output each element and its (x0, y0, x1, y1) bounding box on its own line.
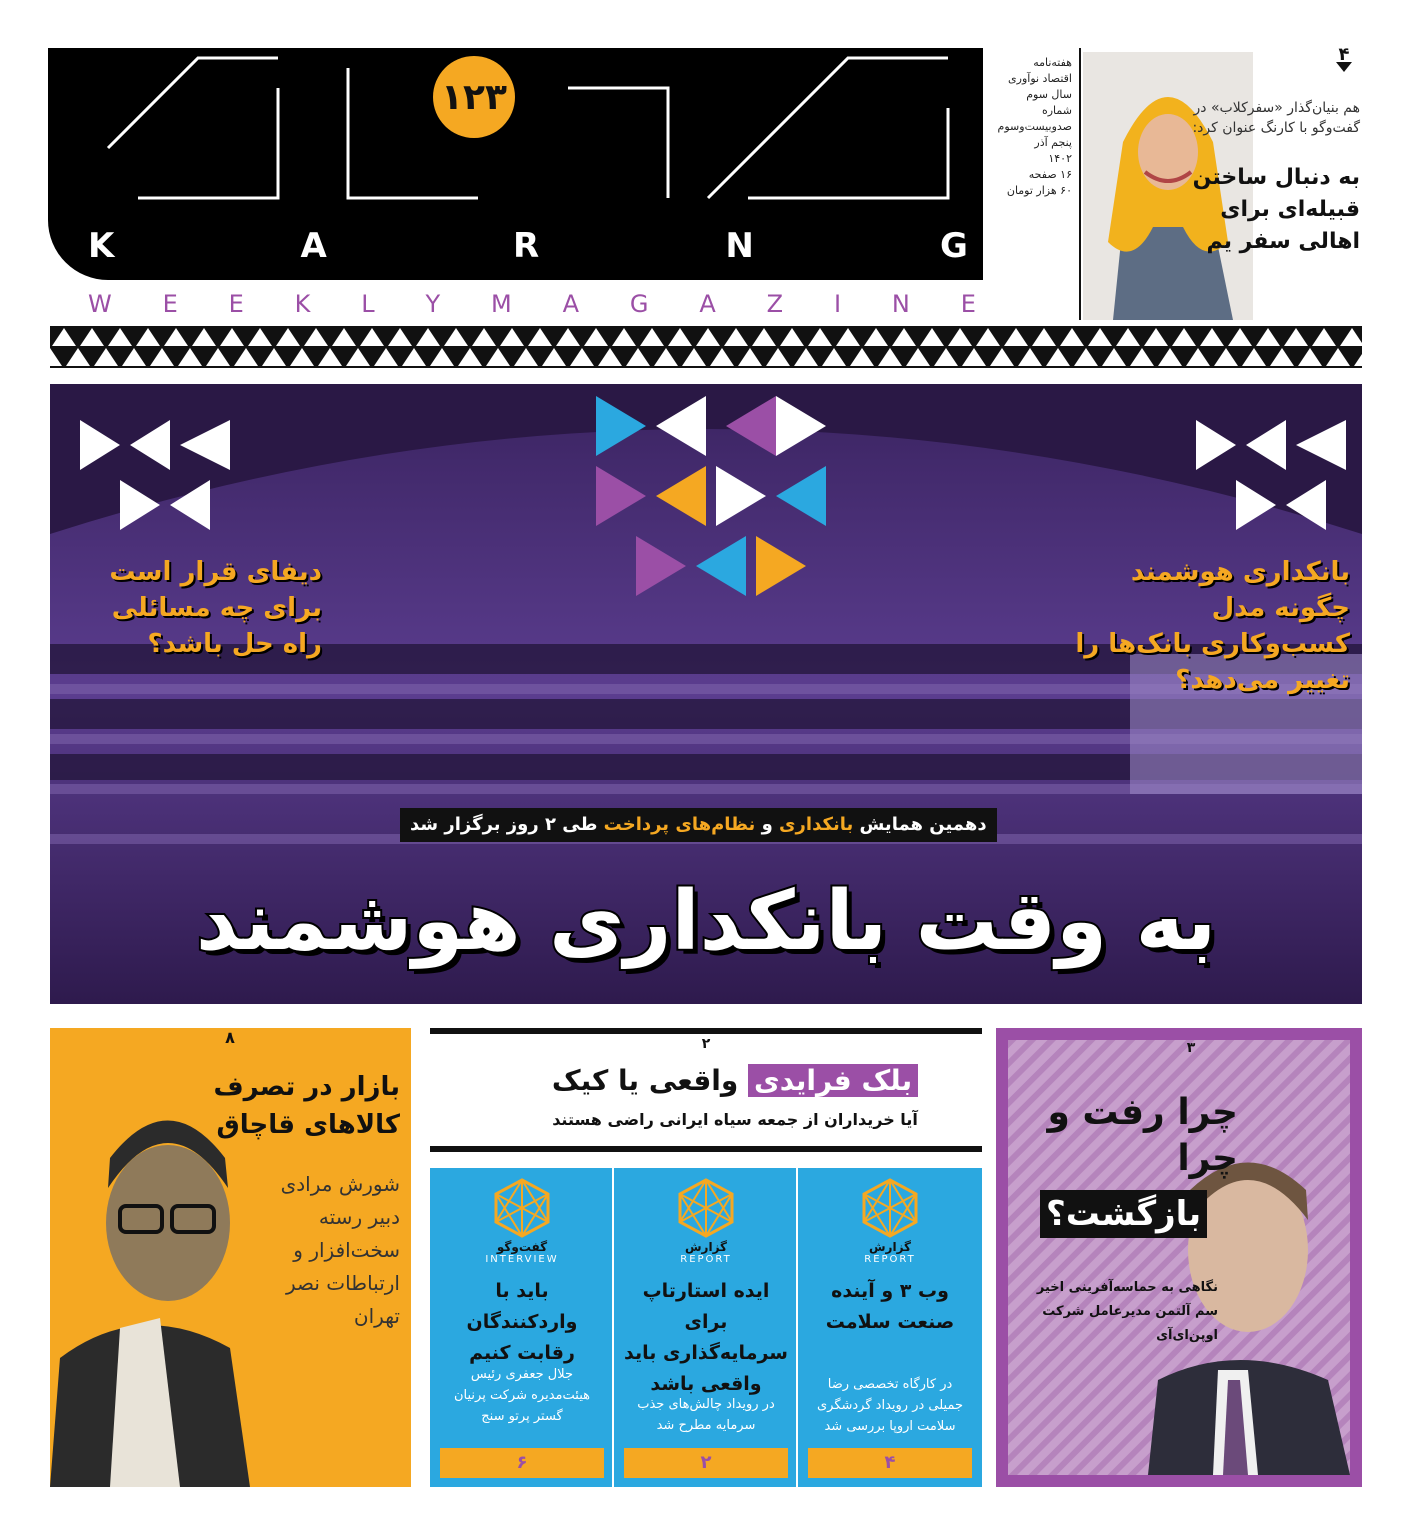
issue-info-line: پنجم آذر (1034, 136, 1072, 149)
weekly-letter: E (960, 290, 978, 318)
title-highlight: بلک فرایدی (748, 1064, 918, 1097)
kicker-text: دهمین همایش (853, 814, 987, 835)
column-kind-en: REPORT (680, 1254, 732, 1265)
hero-story[interactable] (50, 384, 1362, 1004)
latin-letter: N (725, 226, 754, 266)
issue-info-line: شماره (1041, 104, 1072, 117)
hero-title[interactable]: به وقت بانکداری هوشمند (195, 874, 1217, 969)
page-number: ۴ (1330, 44, 1358, 70)
right-story-inner (1008, 1040, 1350, 1475)
kicker-highlight: بانکداری (779, 814, 854, 835)
weekly-letter: E (228, 290, 246, 318)
column-page: ۴ (808, 1448, 972, 1478)
masthead (48, 48, 983, 320)
column-kind: گفت‌وگو (496, 1240, 548, 1254)
top-story-headline[interactable]: به دنبال ساختن قبیله‌ای برای اهالی سفر یم (1192, 165, 1360, 254)
column-desc: در رویداد چالش‌های جذب سرمایه مطرح شد (637, 1397, 775, 1433)
weekly-letter: I (833, 290, 844, 318)
issue-number-badge: ۱۲۳ (433, 56, 515, 138)
column-kind-en: REPORT (864, 1254, 916, 1265)
hero-kicker (400, 808, 997, 842)
title-rest: واقعی یا کیک (551, 1064, 749, 1097)
geodesic-icon (492, 1178, 552, 1238)
middle-story-subtitle: آیا خریداران از جمعه سیاه ایرانی راضی هستند (552, 1110, 918, 1129)
latin-letter: K (88, 226, 115, 266)
column-title[interactable]: ایده استارتاپ برای سرمایه‌گذاری باید واقعی باشد (624, 1280, 788, 1395)
column-kind: گزارش (868, 1240, 912, 1254)
top-story-intro: هم بنیان‌گذار «سفرکلاب» در گفت‌وگو با کارنگ عنوان کرد: (1192, 100, 1360, 136)
geodesic-icon (860, 1178, 920, 1238)
weekly-letter: E (162, 290, 180, 318)
divider (430, 1146, 982, 1152)
weekly-letter: Y (425, 290, 443, 318)
column-title[interactable]: وب ۳ و آینده صنعت سلامت (825, 1280, 955, 1333)
issue-info-line: ۱۶ صفحه (1028, 168, 1072, 181)
story-column[interactable] (614, 1168, 798, 1487)
hero-right-question[interactable]: بانکداری هوشمند چگونه مدل کسب‌وکاری بانک‌ها را تغییر می‌دهد؟ (1075, 557, 1350, 695)
right-story-box[interactable] (996, 1028, 1362, 1487)
issue-info-line: ۱۴۰۲ (1048, 152, 1072, 165)
weekly-letter: A (562, 290, 582, 318)
column-page: ۶ (440, 1448, 604, 1478)
middle-story-title[interactable] (500, 1064, 970, 1097)
page-number: ۸ (225, 1028, 235, 1047)
weekly-letter: A (699, 290, 718, 318)
issue-info-line: اقتصاد نوآوری (1008, 72, 1072, 85)
column-kind-en: INTERVIEW (485, 1254, 559, 1265)
column-page: ۲ (624, 1448, 788, 1478)
triangle-pattern-band (50, 326, 1362, 368)
left-story-person: شورش مرادی دبیر رسته سخت‌افزار و ارتباطات نصر تهران (280, 1172, 400, 1328)
right-story-title[interactable]: چرا رفت و چرا (1047, 1092, 1238, 1179)
divider (1079, 48, 1081, 320)
column-desc: در کارگاه تخصصی رضا جمیلی در رویداد گردشگری سلامت اروپا بررسی شد (816, 1377, 964, 1434)
weekly-letter: W (88, 290, 114, 318)
issue-info-line: سال سوم (1026, 88, 1072, 101)
latin-letter: R (513, 226, 540, 266)
issue-info (990, 55, 1072, 199)
weekly-letter: K (294, 290, 313, 318)
page-number: ۳ (1186, 1040, 1196, 1056)
left-story-title[interactable]: بازار در تصرف کالاهای قاچاق (213, 1072, 400, 1140)
kicker-text: و (755, 814, 780, 835)
geodesic-icon (676, 1178, 736, 1238)
story-column[interactable] (430, 1168, 614, 1487)
weekly-letter: L (361, 290, 377, 318)
weekly-letter: M (491, 290, 514, 318)
logo (48, 48, 983, 280)
issue-info-line: ۶۰ هزار تومان (1006, 184, 1072, 197)
kicker-text: طی ۲ روز برگزار شد (410, 814, 604, 835)
column-desc: جلال جعفری رئیس هیئت‌مدیره شرکت پرنیان گستر پرتو سنج (454, 1367, 590, 1424)
hero-left-question[interactable]: دیفای قرار است برای چه مسائلی راه حل باشد؟ (109, 557, 322, 659)
latin-title (88, 226, 968, 266)
weekly-letter: Z (766, 290, 786, 318)
column-title[interactable]: باید با واردکنندگان رقابت کنیم (466, 1280, 578, 1364)
page-number: ۲ (701, 1036, 711, 1052)
divider (430, 1028, 982, 1034)
issue-info-line: صدوبیست‌وسوم (997, 120, 1072, 133)
right-story-dek: نگاهی به حماسه‌آفرینی اخیر سم آلتمن مدیرعامل شرکت اوپن‌ای‌آی (1036, 1280, 1218, 1343)
right-story-highlight: بازگشت؟ (1040, 1190, 1207, 1238)
issue-info-line: هفته‌نامه (1033, 56, 1072, 69)
weekly-magazine-label (88, 290, 978, 318)
latin-letter: A (300, 226, 327, 266)
latin-letter: G (940, 226, 968, 266)
left-story-box[interactable] (50, 1028, 411, 1487)
column-kind: گزارش (684, 1240, 728, 1254)
story-columns (430, 1168, 982, 1487)
weekly-letter: N (891, 290, 912, 318)
middle-story[interactable] (430, 1028, 982, 1154)
story-column[interactable] (798, 1168, 982, 1487)
weekly-letter: G (629, 290, 651, 318)
kicker-highlight: نظام‌های پرداخت (603, 814, 756, 835)
